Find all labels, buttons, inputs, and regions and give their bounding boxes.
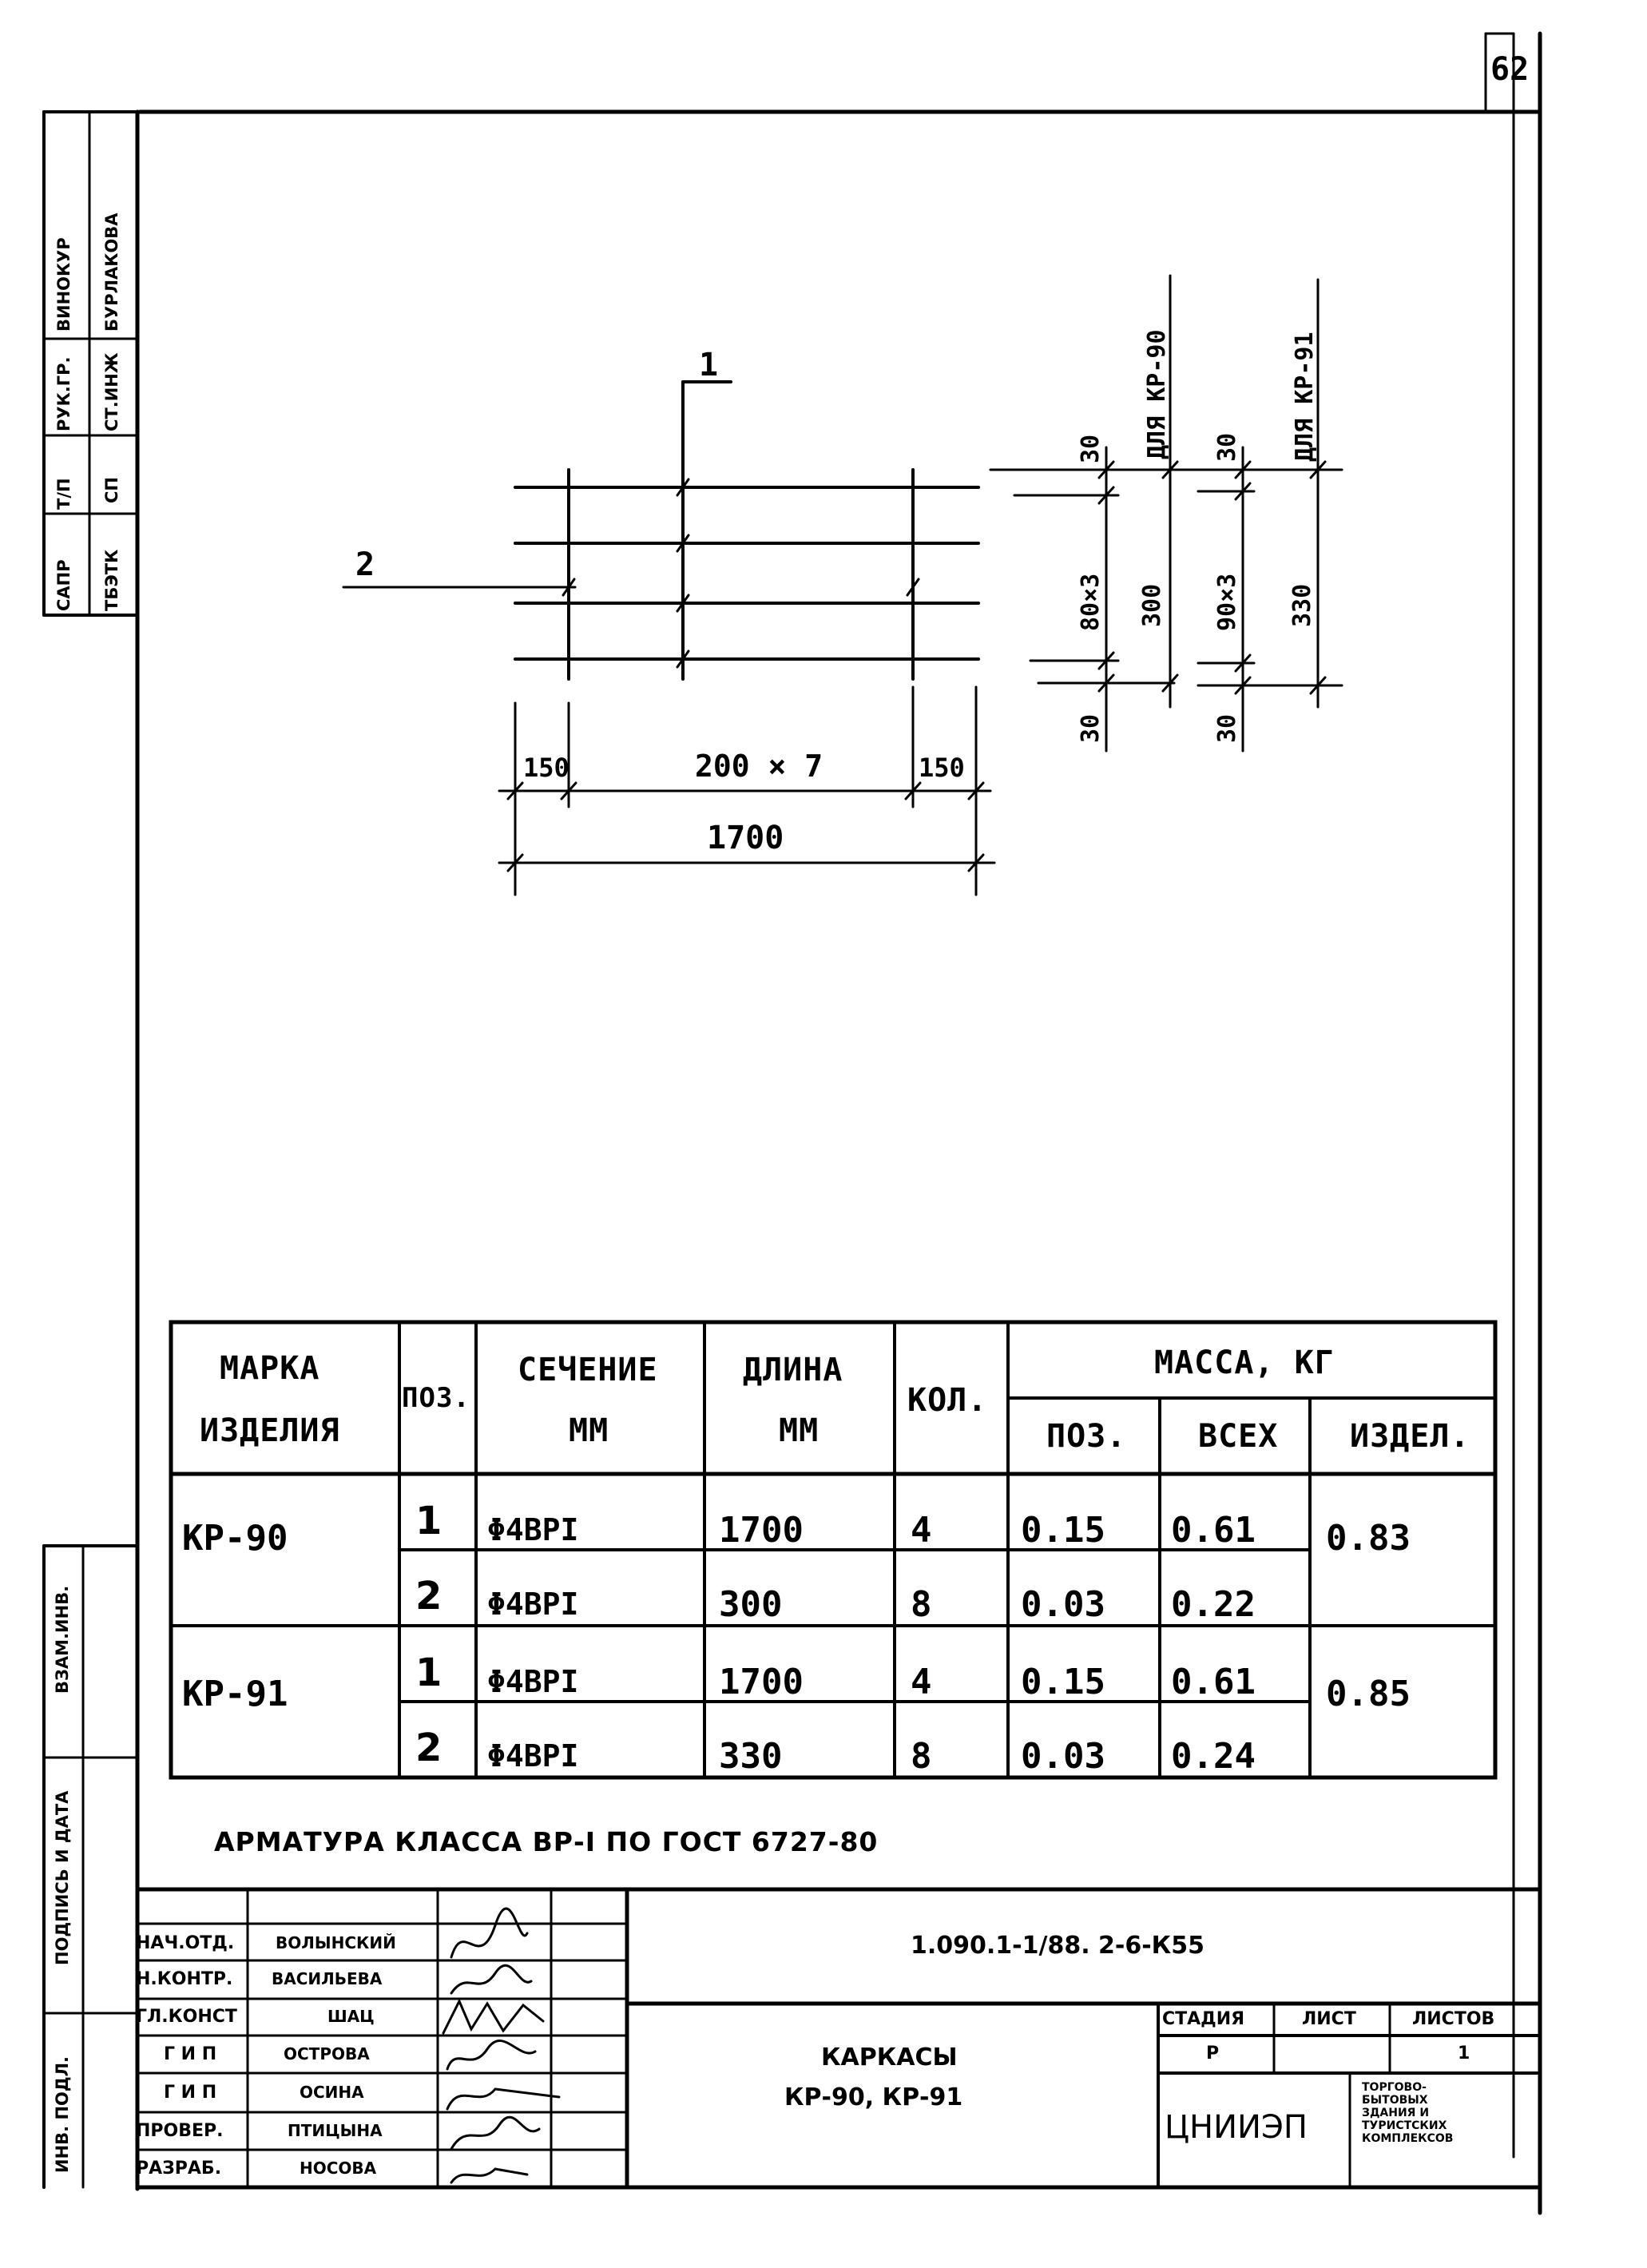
hdr-marka-2: ИЗДЕЛИЯ xyxy=(200,1412,340,1449)
row-dlina: 330 xyxy=(719,1736,783,1777)
sheets-label: ЛИСТОВ xyxy=(1412,2009,1495,2029)
margin-vzam: ВЗАМ.ИНВ. xyxy=(53,1585,72,1694)
kr90-dim-total: 300 xyxy=(1138,583,1166,627)
row-poz: 2 xyxy=(415,1726,443,1770)
tb-role: ГЛ.КОНСТ xyxy=(136,2007,237,2027)
stamp-value-2: СТ.ИНЖ xyxy=(102,352,121,431)
tb-name: ОСИНА xyxy=(300,2083,364,2102)
hdr-dlina-1: ДЛИНА xyxy=(743,1352,843,1388)
tb-role: РАЗРАБ. xyxy=(136,2159,222,2179)
hdr-sech-1: СЕЧЕНИЕ xyxy=(518,1352,658,1388)
kr90-label: ДЛЯ КР-90 xyxy=(1143,329,1171,459)
row-sech: Φ4ВРI xyxy=(487,1664,579,1699)
hdr-massa-izd: ИЗДЕЛ. xyxy=(1350,1418,1470,1455)
marka-kr90: КР-90 xyxy=(182,1518,288,1559)
doc-title-line1: КАРКАСЫ xyxy=(821,2044,958,2071)
sheet-number: 62 xyxy=(1490,51,1530,88)
doc-code: 1.090.1-1/88. 2-6-К55 xyxy=(911,1932,1204,1960)
kr91-dim-total: 330 xyxy=(1288,583,1316,627)
stage-value: Р xyxy=(1206,2044,1220,2063)
sheet-label: ЛИСТ xyxy=(1302,2009,1356,2029)
kr91-dim-mid: 90×3 xyxy=(1213,573,1241,631)
row-mvseh: 0.22 xyxy=(1171,1584,1256,1625)
row-mpoz: 0.15 xyxy=(1021,1662,1105,1702)
org-name: ЦНИИЭП xyxy=(1165,2109,1308,2146)
row-sech: Φ4ВРI xyxy=(487,1512,579,1547)
kr91-label: ДЛЯ КР-91 xyxy=(1291,332,1319,462)
stage-label: СТАДИЯ xyxy=(1162,2009,1245,2029)
pos-2-label: 2 xyxy=(355,546,375,583)
row-poz: 2 xyxy=(415,1574,443,1619)
row-kol: 4 xyxy=(911,1510,932,1551)
kr91-dim-bottom: 30 xyxy=(1213,713,1241,743)
row-poz: 1 xyxy=(415,1650,443,1695)
margin-inv: ИНВ. ПОДЛ. xyxy=(53,2056,72,2173)
kr90-dim-mid: 80×3 xyxy=(1077,573,1105,631)
row-mvseh: 0.24 xyxy=(1171,1736,1256,1777)
tb-role: Г И П xyxy=(164,2044,217,2064)
kr90-dim-top: 30 xyxy=(1077,434,1105,463)
row-mpoz: 0.03 xyxy=(1021,1736,1105,1777)
row-sech: Φ4ВРI xyxy=(487,1587,579,1622)
row-sech: Φ4ВРI xyxy=(487,1738,579,1773)
row-mvseh: 0.61 xyxy=(1171,1662,1256,1702)
stamp-value-1: СП xyxy=(102,477,121,503)
dim-mid: 200 × 7 xyxy=(695,749,824,784)
stamp-value-0: ТБЭТК xyxy=(102,549,121,611)
hdr-massa-vseh: ВСЕХ xyxy=(1198,1418,1279,1455)
row-dlina: 300 xyxy=(719,1584,783,1625)
pos-1-label: 1 xyxy=(699,347,719,383)
stamp-header-0: САПР xyxy=(54,559,73,611)
stamp-header-2: РУК.ГР. xyxy=(54,356,73,431)
org-dept-line: БЫТОВЫХ xyxy=(1362,2094,1428,2107)
izdel-kr91: 0.85 xyxy=(1326,1674,1411,1714)
stamp-value-3: БУРЛАКОВА xyxy=(102,213,121,332)
row-mvseh: 0.61 xyxy=(1171,1510,1256,1551)
signatures xyxy=(443,1909,559,2183)
kr91-dim-top: 30 xyxy=(1213,432,1241,462)
stamp-header-1: Т/П xyxy=(54,478,73,510)
doc-title-line2: КР-90, КР-91 xyxy=(784,2083,963,2111)
hdr-massa-poz: ПОЗ. xyxy=(1046,1418,1127,1455)
kr90-dim-bottom: 30 xyxy=(1077,713,1105,743)
row-kol: 8 xyxy=(911,1736,932,1777)
izdel-kr90: 0.83 xyxy=(1326,1518,1411,1559)
row-kol: 4 xyxy=(911,1662,932,1702)
org-dept-line: ТУРИСТСКИХ xyxy=(1362,2119,1447,2132)
hdr-sech-2: ММ xyxy=(569,1412,609,1449)
tb-name: НОСОВА xyxy=(300,2159,377,2178)
hdr-kol: КОЛ. xyxy=(907,1382,988,1419)
reinforcement-note: АРМАТУРА КЛАССА ВР-I ПО ГОСТ 6727-80 xyxy=(214,1826,879,1857)
tb-name: ОСТРОВА xyxy=(284,2044,370,2063)
row-dlina: 1700 xyxy=(719,1662,804,1702)
org-dept-line: ТОРГОВО- xyxy=(1362,2081,1427,2094)
tb-role: НАЧ.ОТД. xyxy=(136,1933,235,1953)
tb-role: Н.КОНТР. xyxy=(136,1969,233,1989)
dim-right: 150 xyxy=(919,753,965,783)
org-dept-line: ЗДАНИЯ И xyxy=(1362,2107,1430,2119)
row-kol: 8 xyxy=(911,1584,932,1625)
tb-role: ПРОВЕР. xyxy=(136,2121,224,2141)
hdr-marka-1: МАРКА xyxy=(220,1350,320,1387)
stamp-header-3: ВИНОКУР xyxy=(54,237,73,332)
row-mpoz: 0.15 xyxy=(1021,1510,1105,1551)
sheets-value: 1 xyxy=(1458,2044,1470,2063)
row-mpoz: 0.03 xyxy=(1021,1584,1105,1625)
row-poz: 1 xyxy=(415,1499,443,1543)
dim-left: 150 xyxy=(523,753,570,783)
margin-podpis: ПОДПИСЬ И ДАТА xyxy=(53,1790,72,1965)
row-dlina: 1700 xyxy=(719,1510,804,1551)
org-dept-line: КОМПЛЕКСОВ xyxy=(1362,2132,1454,2145)
hdr-dlina-2: ММ xyxy=(779,1412,820,1449)
tb-name: ШАЦ xyxy=(327,2007,375,2026)
org-dept xyxy=(1362,2081,1453,2145)
tb-name: ВАСИЛЬЕВА xyxy=(272,1969,383,1988)
hdr-poz: ПОЗ. xyxy=(402,1382,470,1414)
marka-kr91: КР-91 xyxy=(182,1674,288,1714)
tb-role: Г И П xyxy=(164,2083,217,2103)
tb-name: ВОЛЫНСКИЙ xyxy=(276,1933,396,1952)
hdr-massa: МАССА, КГ xyxy=(1154,1345,1335,1381)
tb-name: ПТИЦЫНА xyxy=(288,2121,383,2140)
dim-total: 1700 xyxy=(707,820,784,856)
